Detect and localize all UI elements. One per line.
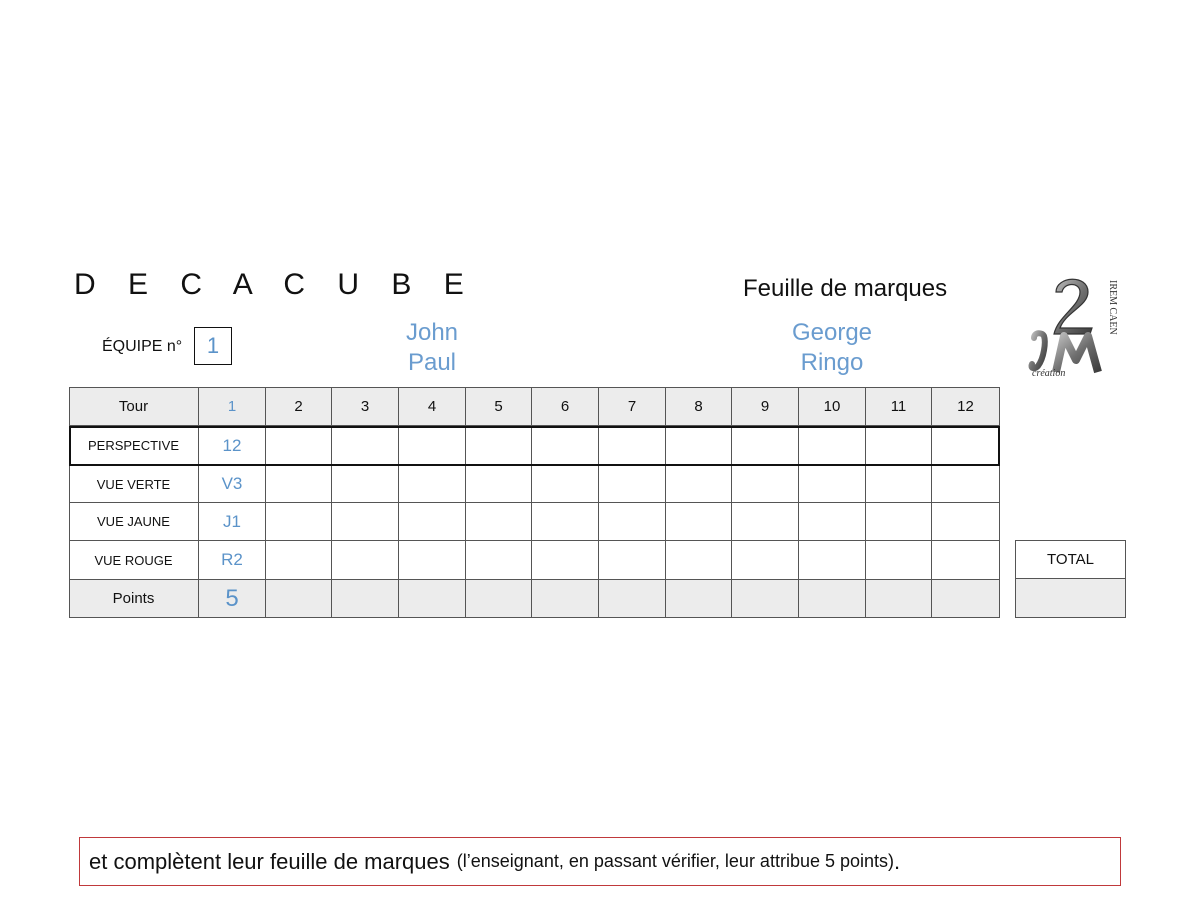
score-cell: [866, 466, 932, 503]
footer-main-text: et complètent leur feuille de marques: [89, 848, 450, 874]
score-cell: [532, 466, 599, 503]
score-cell: [932, 580, 1000, 618]
score-cell: [332, 466, 399, 503]
total-table: [1015, 540, 1126, 618]
player-name: Ringo: [800, 349, 864, 376]
score-cell: [532, 580, 599, 618]
player-names-left: [352, 318, 512, 378]
score-cell: [466, 541, 532, 580]
score-cell: [332, 580, 399, 618]
score-cell: [599, 426, 666, 466]
score-cell: [732, 541, 799, 580]
score-cell: [466, 466, 532, 503]
score-cell: [399, 580, 466, 618]
score-cell: [666, 466, 732, 503]
page-title: D E C A C U B E: [74, 268, 476, 301]
irem-caen-logo: [1026, 272, 1122, 382]
score-cell: [866, 541, 932, 580]
round-number: 10: [799, 387, 866, 426]
score-cell: [332, 426, 399, 466]
team-label: ÉQUIPE n°: [102, 338, 183, 355]
row-label: VUE JAUNE: [69, 503, 199, 541]
score-cell: [732, 503, 799, 541]
score-cell: [466, 503, 532, 541]
row-label: VUE VERTE: [69, 466, 199, 503]
score-cell: [466, 580, 532, 618]
round-number: 7: [599, 387, 666, 426]
round-number: 1: [199, 387, 266, 426]
score-cell: [932, 541, 1000, 580]
round-number: 4: [399, 387, 466, 426]
round-number: 2: [266, 387, 332, 426]
score-cell: [866, 503, 932, 541]
score-cell: R2: [199, 541, 266, 580]
score-cell: [932, 466, 1000, 503]
player-name: John: [405, 319, 459, 346]
score-cell: [266, 541, 332, 580]
total-label: TOTAL: [1016, 541, 1125, 579]
score-cell: [266, 466, 332, 503]
score-cell: [666, 503, 732, 541]
score-cell: [532, 541, 599, 580]
round-number: 12: [932, 387, 1000, 426]
score-cell: [266, 580, 332, 618]
round-number: 5: [466, 387, 532, 426]
score-cell: [799, 503, 866, 541]
score-cell: [399, 541, 466, 580]
score-cell: [866, 426, 932, 466]
round-number: 3: [332, 387, 399, 426]
round-number: 11: [866, 387, 932, 426]
score-cell: [799, 466, 866, 503]
player-names-right: [752, 318, 912, 378]
score-cell: V3: [199, 466, 266, 503]
total-value-cell: [1016, 579, 1125, 617]
score-cell: [799, 541, 866, 580]
score-cell: 12: [199, 426, 266, 466]
score-cell: [599, 503, 666, 541]
score-cell: [466, 426, 532, 466]
sheet-subtitle: Feuille de marques: [743, 275, 948, 302]
player-name: George: [791, 319, 873, 346]
score-cell: [599, 541, 666, 580]
score-cell: [932, 426, 1000, 466]
footer-note: [79, 837, 1121, 886]
round-number: 9: [732, 387, 799, 426]
score-cell: [732, 466, 799, 503]
round-header-label: Tour: [69, 387, 199, 426]
score-table: [69, 387, 1000, 618]
score-cell: [732, 426, 799, 466]
round-number: 6: [532, 387, 599, 426]
score-cell: [799, 580, 866, 618]
score-cell: [799, 426, 866, 466]
score-cell: [599, 580, 666, 618]
score-cell: [332, 541, 399, 580]
score-cell: [332, 503, 399, 541]
player-name: Paul: [407, 349, 457, 376]
team-number-box: 1: [194, 327, 232, 365]
row-label: PERSPECTIVE: [69, 426, 199, 466]
footer-period: .: [894, 848, 901, 874]
score-cell: [532, 503, 599, 541]
score-cell: [399, 466, 466, 503]
score-cell: [399, 503, 466, 541]
score-cell: [666, 426, 732, 466]
row-label: Points: [69, 580, 199, 618]
round-number: 8: [666, 387, 732, 426]
score-cell: 5: [199, 580, 266, 618]
score-cell: [532, 426, 599, 466]
score-cell: [399, 426, 466, 466]
row-label: VUE ROUGE: [69, 541, 199, 580]
score-cell: [866, 580, 932, 618]
score-cell: [666, 580, 732, 618]
logo-bottom-text: création: [1032, 368, 1066, 379]
score-cell: [599, 466, 666, 503]
score-cell: [732, 580, 799, 618]
score-cell: [666, 541, 732, 580]
score-cell: [932, 503, 1000, 541]
score-cell: J1: [199, 503, 266, 541]
footer-parenthetical-text: (l’enseignant, en passant vérifier, leur attribue 5 points): [456, 851, 895, 871]
score-cell: [266, 503, 332, 541]
score-cell: [266, 426, 332, 466]
logo-vertical-text: IREM CAEN: [1107, 280, 1118, 335]
